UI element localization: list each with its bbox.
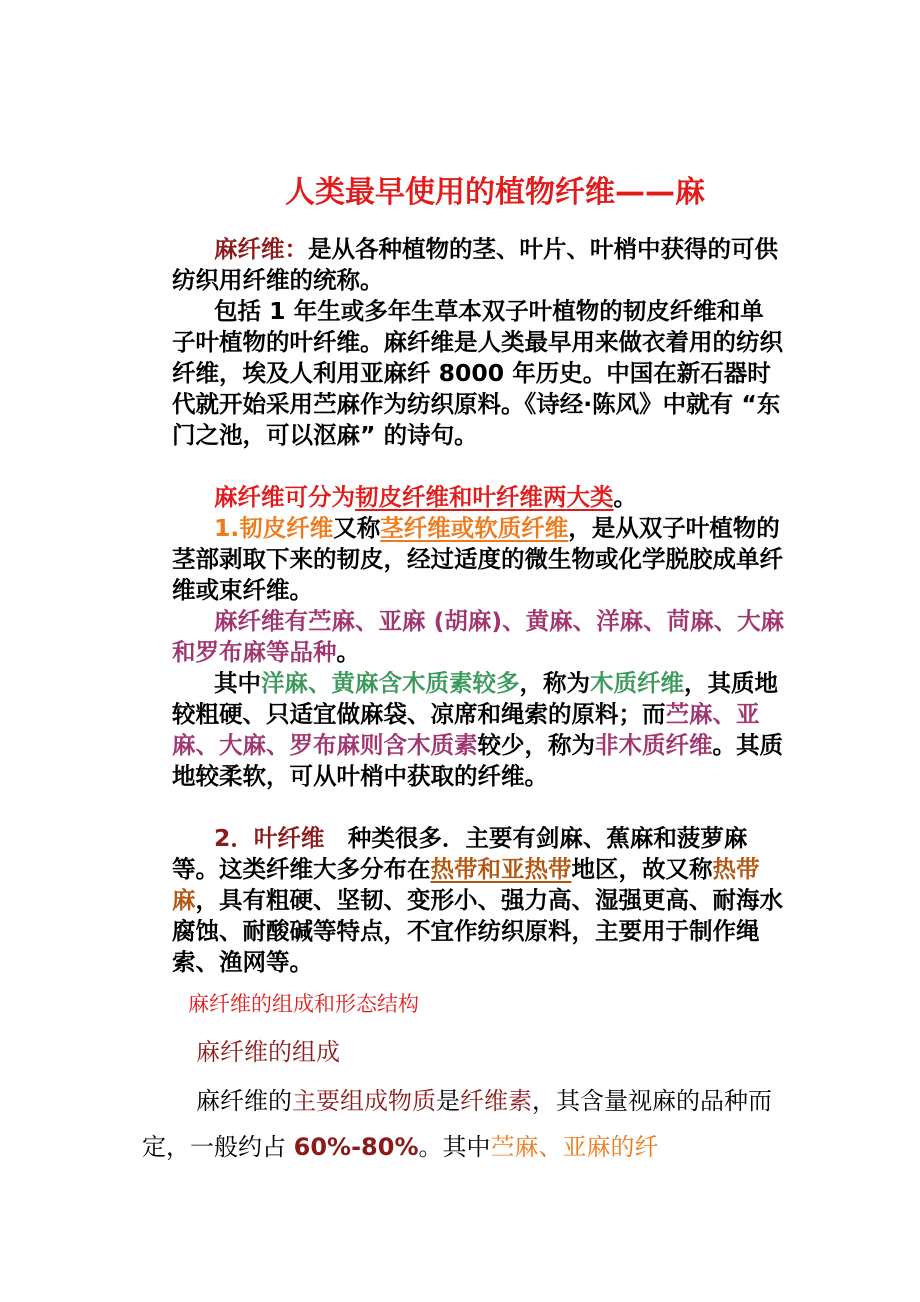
history-text: 包括 1 年生或多年生草本双子叶植物的韧皮纤维和单子叶植物的叶纤维。麻纤维是人类最早用来做衣着用的纺织纤维，埃及人利用亚麻纤 8000 年历史。中国在新石器时代就开始采用苎麻作为纺织原料。《诗经·陈风》中就有 “东门之池，可以沤麻” 的诗句。 (172, 297, 783, 449)
comp-c: 是 (436, 1087, 460, 1115)
lignin-g: 较少，称为 (477, 731, 595, 759)
varieties-end: 。 (336, 638, 360, 666)
comp-g: 。其中 (418, 1133, 491, 1161)
lignin-e: ，其质地较粗硬、只适宜做麻袋、凉席和绳索的原料；而 (172, 669, 778, 728)
lignin-c: ，称为 (519, 669, 590, 697)
paragraph-classification (172, 482, 787, 513)
comp-a: 麻纤维的 (196, 1087, 292, 1115)
lignin-high-list: 洋麻、黄麻含木质素较多 (261, 669, 520, 697)
lignin-low-list: 苎麻、亚麻、大麻、罗布麻则含木质素 (172, 700, 760, 759)
leaf-fiber-heading: 2．叶纤维 (214, 824, 325, 852)
comp-e: ，其含量视麻的品种而定，一般约占 (142, 1087, 772, 1161)
paragraph-composition (142, 1078, 787, 1170)
varieties-text: 麻纤维有苎麻、亚麻 (胡麻)、黄麻、洋麻、苘麻、大麻和罗布麻等品种 (172, 607, 785, 666)
woody-fiber-term: 木质纤维 (590, 669, 684, 697)
leaf-c: 地区，故又称 (571, 855, 713, 883)
leaf-e: ，具有粗硬、坚韧、变形小、强力高、湿强更高、耐海水腐蚀、耐酸碱等特点，不宜作纺织原料，主要用于制作绳索、渔网等。 (172, 886, 783, 976)
leaf-a: 种类很多．主要有剑麻、蕉麻和菠萝麻等。这类纤维大多分布在 (172, 824, 748, 883)
bast-fiber-desc: ，是从双子叶植物的茎部剥取下来的韧皮，经过适度的微生物或化学脱胶成单纤维或束纤维。 (172, 514, 783, 604)
term-ma-fiber: 麻纤维： (214, 235, 308, 263)
percentage-value: 60%-80% (293, 1133, 419, 1161)
cellulose-term: 纤维素 (460, 1087, 532, 1115)
paragraph-bast-fiber (172, 513, 787, 606)
paragraph-definition (172, 234, 787, 296)
tropical-region: 热带和亚热带 (430, 855, 572, 883)
paragraph-lignin (172, 668, 787, 792)
tropical-hemp-term: 热带麻 (172, 855, 760, 914)
classification-underlined: 韧皮纤维和叶纤维两大类 (355, 483, 614, 511)
bast-fiber-mid: 又称 (333, 514, 381, 542)
bast-fiber-alt-name: 茎纤维或软质纤维 (380, 514, 569, 542)
section-heading-composition: 麻纤维的组成 (196, 1038, 340, 1066)
lignin-a: 其中 (214, 669, 261, 697)
paragraph-leaf-fiber (172, 823, 787, 978)
paragraph-varieties (172, 606, 787, 668)
section-heading-structure: 麻纤维的组成和形态结构 (188, 992, 419, 1016)
paragraph-history (172, 296, 787, 451)
lignin-i: 。其质地较柔软，可从叶梢中获取的纤维。 (172, 731, 783, 790)
page-title: 人类最早使用的植物纤维——麻 (285, 175, 705, 210)
non-woody-fiber-term: 非木质纤维 (595, 731, 713, 759)
classification-lead: 麻纤维可分为 (214, 483, 355, 511)
definition-text: 是从各种植物的茎、叶片、叶梢中获得的可供纺织用纤维的统称。 (172, 235, 778, 294)
main-substance-term: 主要组成物质 (292, 1087, 436, 1115)
bast-fiber-heading: 1.韧皮纤维 (214, 514, 334, 542)
classification-end: 。 (613, 483, 637, 511)
ramie-flax-term: 苎麻、亚麻的纤 (490, 1133, 659, 1161)
